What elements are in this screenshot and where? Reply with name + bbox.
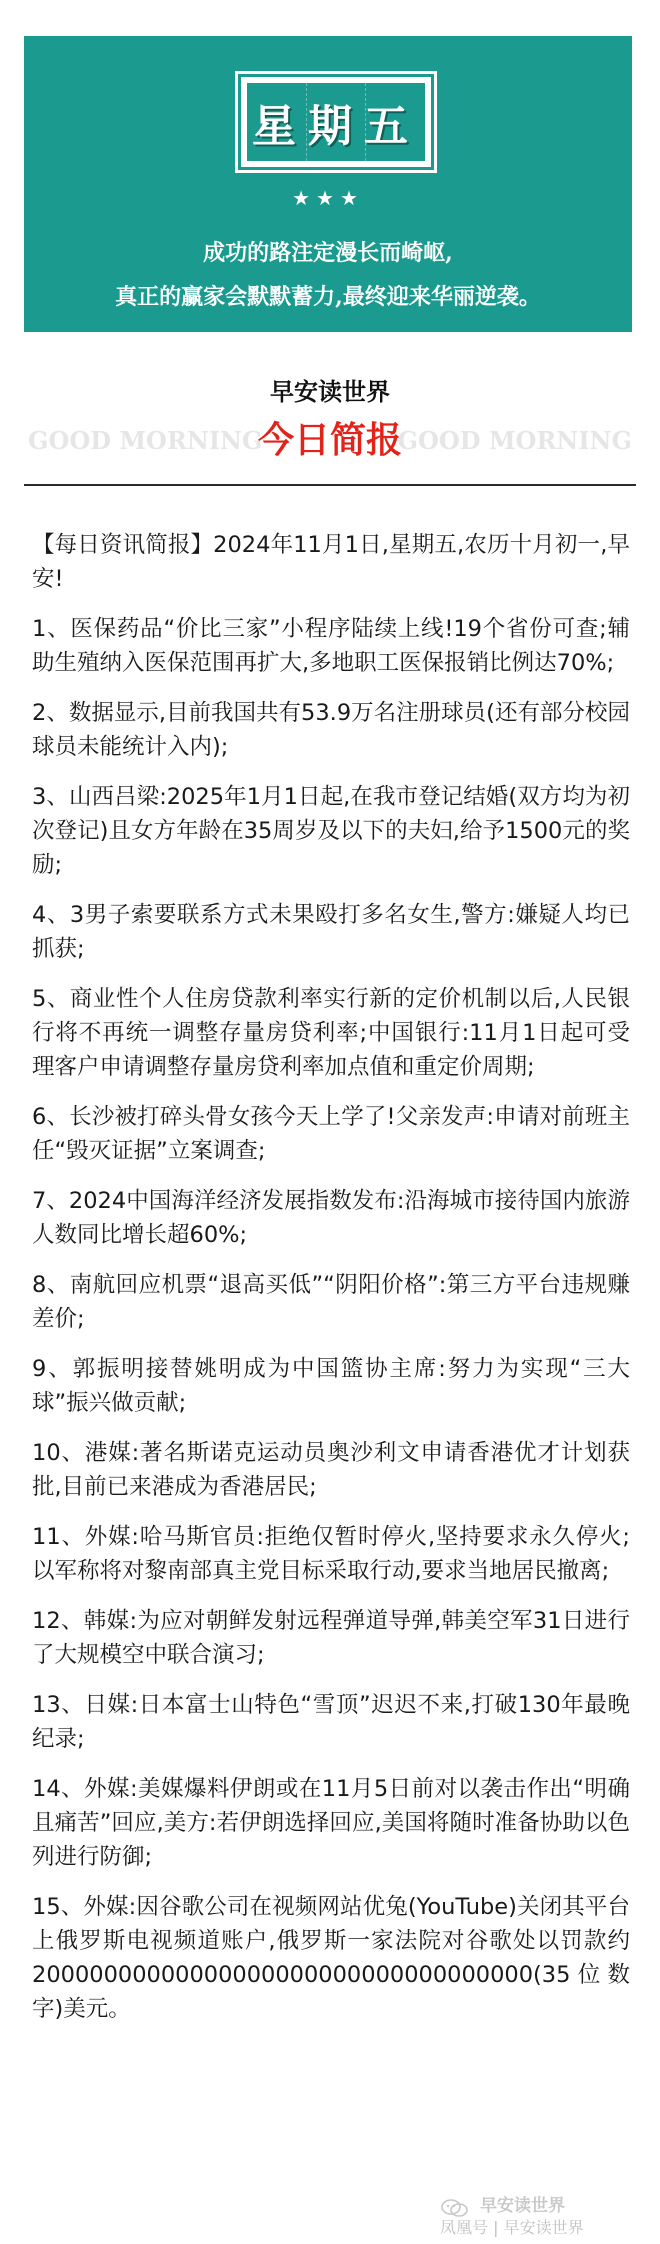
news-item: 8、南航回应机票“退高买低”“阴阳价格”:第三方平台违规赚差价; <box>32 1272 630 1332</box>
news-item: 14、外媒:美媒爆料伊朗或在11月5日前对以袭击作出“明确且痛苦”回应,美方:若伊朗选择回应,美国将随时准备协助以色列进行防御; <box>32 1776 630 1870</box>
watermark-source: 凤凰号 | 早安读世界 <box>440 2218 584 2237</box>
motto-line-2: 真正的赢家会默默蓄力,最终迎来华丽逆袭。 <box>115 284 541 310</box>
news-item: 11、外媒:哈马斯官员:拒绝仅暂时停火,坚持要求永久停火;以军称将对黎南部真主党目标采取行动,要求当地居民撤离; <box>32 1524 630 1584</box>
watermark-name: 早安读世界 <box>480 2196 565 2216</box>
news-item: 3、山西吕梁:2025年1月1日起,在我市登记结婚(双方均为初次登记)且女方年龄在35周岁及以下的夫妇,给予1500元的奖励; <box>32 784 630 878</box>
briefing-header: 【每日资讯简报】2024年11月1日,星期五,农历十月初一,早安! <box>32 532 630 592</box>
news-item: 10、港媒:著名斯诺克运动员奥沙利文申请香港优才计划获批,目前已来港成为香港居民; <box>32 1440 630 1500</box>
divider <box>24 484 636 486</box>
news-item: 13、日媒:日本富士山特色“雪顶”迟迟不来,打破130年最晚纪录; <box>32 1692 630 1752</box>
good-morning-right: GOOD MORNING <box>397 426 632 455</box>
weekday-text: 星期五 <box>252 101 420 152</box>
news-item: 4、3男子索要联系方式未果殴打多名女生,警方:嫌疑人均已抓获; <box>32 902 630 962</box>
news-item: 5、商业性个人住房贷款利率实行新的定价机制以后,人民银行将不再统一调整存量房贷利率;中国银行:11月1日起可受理客户申请调整存量房贷利率加点值和重定价周期; <box>32 986 630 1080</box>
news-item: 7、2024中国海洋经济发展指数发布:沿海城市接待国内旅游人数同比增长超60%; <box>32 1188 630 1248</box>
brand-name: 早安读世界 <box>270 377 390 406</box>
news-item: 2、数据显示,目前我国共有53.9万名注册球员(还有部分校园球员未能统计入内); <box>32 700 630 760</box>
news-item: 12、韩媒:为应对朝鲜发射远程弹道导弹,韩美空军31日进行了大规模空中联合演习; <box>32 1608 630 1668</box>
news-item: 9、郭振明接替姚明成为中国篮协主席:努力为实现“三大球”振兴做贡献; <box>32 1356 630 1416</box>
news-item: 15、外媒:因谷歌公司在视频网站优兔(YouTube)关闭其平台上俄罗斯电视频道账户,俄罗斯一家法院对谷歌处以罚款约20000000000000000000000000000000000(35位数字)美元。 <box>32 1894 630 2022</box>
motto-line-1: 成功的路注定漫长而崎岖, <box>203 240 453 266</box>
header-banner <box>24 36 632 332</box>
news-item: 1、医保药品“价比三家”小程序陆续上线!19个省份可查;辅助生殖纳入医保范围再扩大,多地职工医保报销比例达70%; <box>32 616 630 676</box>
wechat-icon <box>440 2198 470 2218</box>
briefing-content <box>32 528 630 2042</box>
good-morning-left: GOOD MORNING <box>28 426 263 455</box>
source-watermark <box>440 2196 636 2236</box>
page-title: 今日简报 <box>257 420 402 461</box>
star-icons: ★★★ <box>292 186 364 210</box>
news-item: 6、长沙被打碎头骨女孩今天上学了!父亲发声:申请对前班主任“毁灭证据”立案调查; <box>32 1104 630 1164</box>
weekday-badge <box>238 74 434 170</box>
